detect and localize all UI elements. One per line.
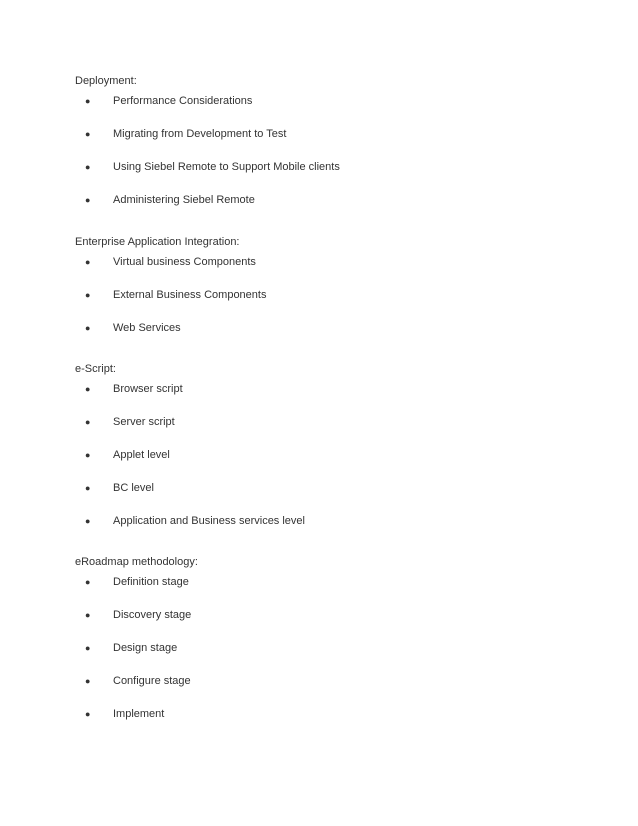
section-heading: Deployment: bbox=[75, 75, 137, 87]
list-item-text: Applet level bbox=[113, 449, 170, 461]
list-item bbox=[75, 608, 595, 641]
list-item bbox=[75, 641, 595, 674]
list-item bbox=[75, 514, 595, 547]
list-item-text: Performance Considerations bbox=[113, 95, 253, 107]
list-item bbox=[75, 382, 595, 415]
bullet-icon: ● bbox=[85, 577, 91, 587]
list-item-text: Using Siebel Remote to Support Mobile clients bbox=[113, 161, 340, 173]
bullet-icon: ● bbox=[85, 162, 91, 172]
bullet-icon: ● bbox=[85, 450, 91, 460]
bullet-icon: ● bbox=[85, 417, 91, 427]
list-item-text: Browser script bbox=[113, 383, 183, 395]
bullet-icon: ● bbox=[85, 610, 91, 620]
bullet-icon: ● bbox=[85, 195, 91, 205]
section-heading: Enterprise Application Integration: bbox=[75, 236, 240, 248]
bullet-icon: ● bbox=[85, 384, 91, 394]
list-item-text: BC level bbox=[113, 482, 154, 494]
bullet-icon: ● bbox=[85, 483, 91, 493]
list-item-text: Discovery stage bbox=[113, 609, 192, 621]
list-item-text: Design stage bbox=[113, 642, 178, 654]
bullet-icon: ● bbox=[85, 290, 91, 300]
list-item-text: Administering Siebel Remote bbox=[113, 194, 255, 206]
list-item-text: Configure stage bbox=[113, 675, 191, 687]
bullet-list bbox=[75, 94, 595, 226]
list-item bbox=[75, 94, 595, 127]
list-item-text: Server script bbox=[113, 416, 175, 428]
bullet-icon: ● bbox=[85, 323, 91, 333]
section-deployment bbox=[75, 74, 595, 226]
section-eroadmap-methodology bbox=[75, 555, 595, 740]
list-item-text: Web Services bbox=[113, 322, 181, 334]
list-item bbox=[75, 707, 595, 740]
list-item bbox=[75, 127, 595, 160]
list-item bbox=[75, 448, 595, 481]
section-heading: e-Script: bbox=[75, 363, 116, 375]
list-item bbox=[75, 415, 595, 448]
bullet-icon: ● bbox=[85, 643, 91, 653]
list-item-text: Migrating from Development to Test bbox=[113, 128, 287, 140]
list-item-text: Implement bbox=[113, 708, 165, 720]
list-item bbox=[75, 674, 595, 707]
list-item bbox=[75, 481, 595, 514]
bullet-list bbox=[75, 255, 595, 354]
bullet-list bbox=[75, 382, 595, 547]
list-item bbox=[75, 288, 595, 321]
bullet-icon: ● bbox=[85, 676, 91, 686]
bullet-icon: ● bbox=[85, 709, 91, 719]
list-item-text: External Business Components bbox=[113, 289, 267, 301]
bullet-icon: ● bbox=[85, 516, 91, 526]
bullet-list bbox=[75, 575, 595, 740]
list-item-text: Application and Business services level bbox=[113, 515, 305, 527]
list-item bbox=[75, 160, 595, 193]
list-item bbox=[75, 321, 595, 354]
section-e-script bbox=[75, 362, 595, 547]
bullet-icon: ● bbox=[85, 257, 91, 267]
list-item-text: Definition stage bbox=[113, 576, 189, 588]
section-heading: eRoadmap methodology: bbox=[75, 556, 198, 568]
list-item bbox=[75, 255, 595, 288]
bullet-icon: ● bbox=[85, 96, 91, 106]
section-enterprise-application-integration bbox=[75, 235, 595, 354]
list-item bbox=[75, 575, 595, 608]
list-item bbox=[75, 193, 595, 226]
list-item-text: Virtual business Components bbox=[113, 256, 256, 268]
bullet-icon: ● bbox=[85, 129, 91, 139]
